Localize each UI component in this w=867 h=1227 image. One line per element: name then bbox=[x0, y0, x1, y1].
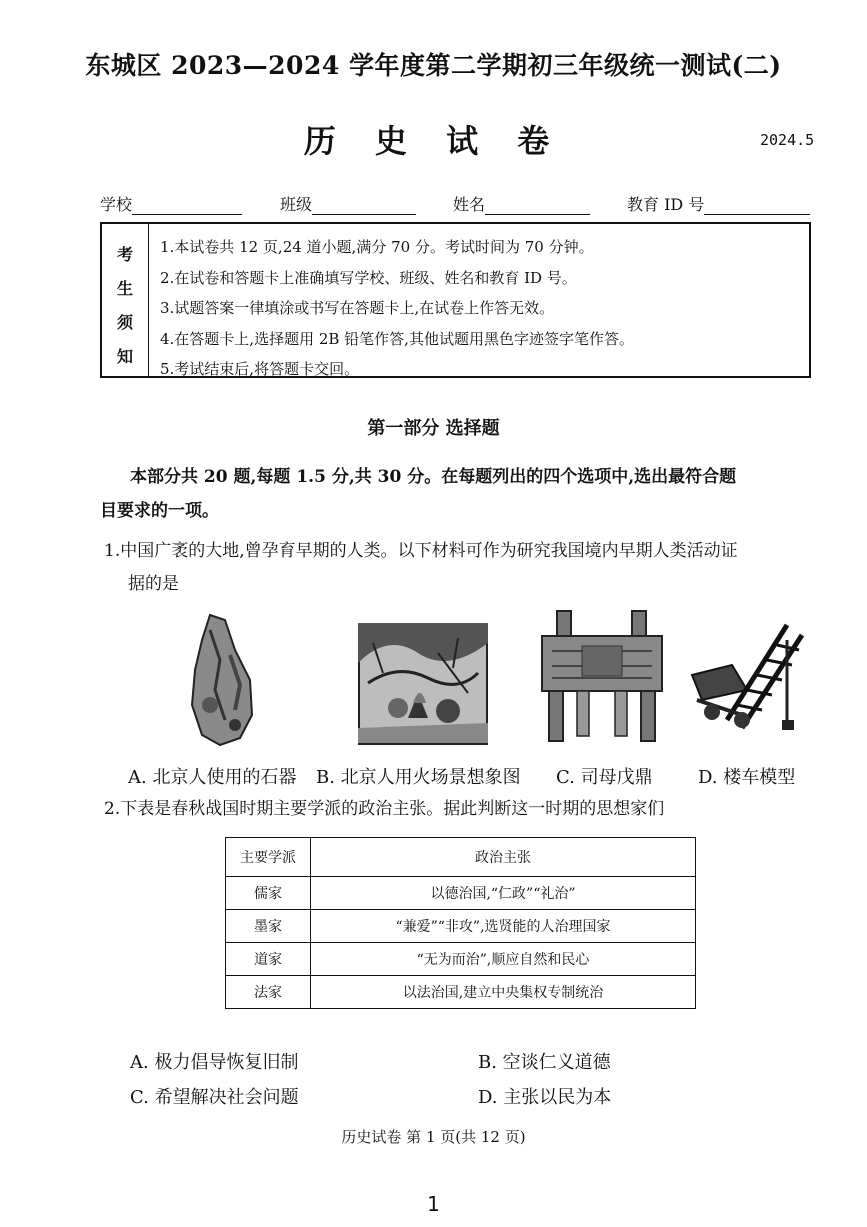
q1-option-d[interactable]: D. 楼车模型 bbox=[698, 767, 796, 788]
table-header-cell: 政治主张 bbox=[311, 838, 696, 877]
notice-item: 2.在试卷和答题卡上准确填写学校、班级、姓名和教育 ID 号。 bbox=[160, 268, 577, 287]
table-cell-school: 儒家 bbox=[226, 877, 311, 910]
class-field[interactable] bbox=[280, 192, 416, 215]
name-label: 姓名 bbox=[453, 195, 486, 214]
table-header-row bbox=[226, 838, 696, 877]
q2-option-c[interactable]: C. 希望解决社会问题 bbox=[130, 1087, 299, 1108]
table-cell-school: 道家 bbox=[226, 943, 311, 976]
school-label: 学校 bbox=[100, 195, 133, 214]
page-footer: 历史试卷 第 1 页(共 12 页) bbox=[341, 1128, 526, 1146]
edu-id-label: 教育 ID 号 bbox=[627, 195, 705, 214]
section-intro-line2: 目要求的一项。 bbox=[100, 501, 219, 521]
edu-id-field[interactable] bbox=[627, 192, 810, 215]
candidate-notice-box bbox=[100, 222, 811, 378]
q1-stem-line1: 1.中国广袤的大地,曾孕育早期的人类。以下材料可作为研究我国境内早期人类活动证 bbox=[104, 541, 738, 561]
table-row bbox=[226, 976, 696, 1009]
student-info-fields bbox=[100, 192, 820, 216]
q1-option-c[interactable]: C. 司母戊鼎 bbox=[556, 767, 653, 788]
fire-scene-image bbox=[358, 623, 488, 745]
table-row bbox=[226, 910, 696, 943]
stone-tool-image bbox=[180, 610, 260, 750]
q2-option-a[interactable]: A. 极力倡导恢复旧制 bbox=[130, 1052, 299, 1073]
section-intro-line1: 本部分共 20 题,每题 1.5 分,共 30 分。在每题列出的四个选项中,选出最符合题 bbox=[130, 467, 737, 487]
simuwu-ding-image bbox=[537, 606, 667, 746]
notice-item: 3.试题答案一律填涂或书写在答题卡上,在试卷上作答无效。 bbox=[160, 299, 555, 317]
q1-option-b[interactable]: B. 北京人用火场景想象图 bbox=[316, 767, 521, 788]
table-cell-claim: 以德治国,“仁政”“礼治” bbox=[311, 877, 696, 910]
notice-label-char: 生 bbox=[116, 279, 133, 298]
table-row bbox=[226, 877, 696, 910]
section-title: 第一部分 选择题 bbox=[367, 418, 500, 439]
notice-label-char: 须 bbox=[116, 313, 133, 332]
notice-label-char: 考 bbox=[116, 245, 133, 264]
exam-subject-title: 历 史 试 卷 bbox=[303, 122, 564, 160]
q2-option-b[interactable]: B. 空谈仁义道德 bbox=[478, 1052, 611, 1073]
table-cell-claim: 以法治国,建立中央集权专制统治 bbox=[311, 976, 696, 1009]
notice-label-char: 知 bbox=[116, 347, 133, 366]
tower-cart-model-image bbox=[687, 620, 812, 738]
table-cell-school: 墨家 bbox=[226, 910, 311, 943]
page-number: 1 bbox=[427, 1192, 440, 1216]
class-label: 班级 bbox=[280, 195, 313, 214]
q2-stem: 2.下表是春秋战国时期主要学派的政治主张。据此判断这一时期的思想家们 bbox=[104, 799, 665, 819]
school-blank[interactable] bbox=[132, 196, 242, 215]
schools-table bbox=[225, 837, 696, 1009]
notice-label-column bbox=[102, 224, 149, 376]
table-cell-claim: “兼爱”“非攻”,选贤能的人治理国家 bbox=[311, 910, 696, 943]
notice-item: 1.本试卷共 12 页,24 道小题,满分 70 分。考试时间为 70 分钟。 bbox=[160, 238, 594, 256]
exam-title: 东城区 2023—2024 学年度第二学期初三年级统一测试(二) bbox=[85, 51, 782, 80]
table-cell-school: 法家 bbox=[226, 976, 311, 1009]
edu-id-blank[interactable] bbox=[704, 196, 810, 215]
q2-option-d[interactable]: D. 主张以民为本 bbox=[478, 1087, 612, 1108]
q1-stem-line2: 据的是 bbox=[128, 574, 179, 594]
q1-option-a[interactable]: A. 北京人使用的石器 bbox=[128, 767, 297, 788]
notice-list bbox=[160, 232, 634, 385]
school-field[interactable] bbox=[100, 192, 242, 215]
table-header-cell: 主要学派 bbox=[226, 838, 311, 877]
exam-date: 2024.5 bbox=[760, 131, 815, 149]
name-field[interactable] bbox=[453, 192, 590, 215]
notice-item: 4.在答题卡上,选择题用 2B 铅笔作答,其他试题用黑色字迹签字笔作答。 bbox=[160, 329, 634, 348]
notice-item: 5.考试结束后,将答题卡交回。 bbox=[160, 360, 360, 378]
name-blank[interactable] bbox=[485, 196, 590, 215]
table-row bbox=[226, 943, 696, 976]
table-cell-claim: “无为而治”,顺应自然和民心 bbox=[311, 943, 696, 976]
class-blank[interactable] bbox=[312, 196, 416, 215]
